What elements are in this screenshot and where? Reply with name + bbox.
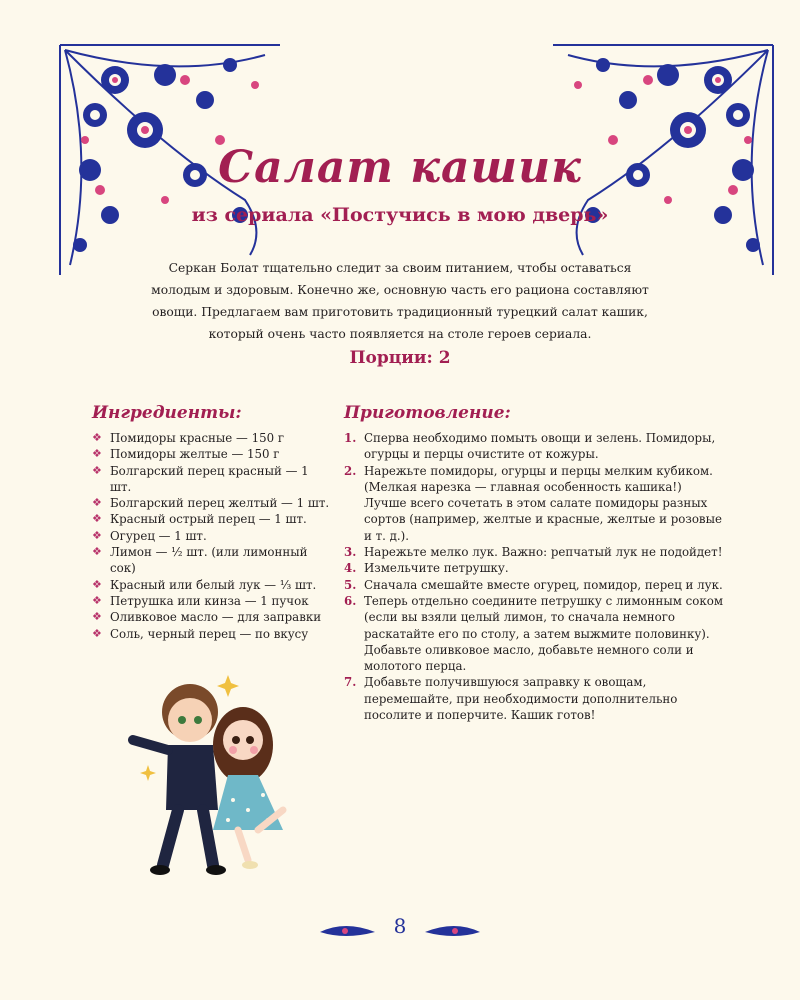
ingredient-item: ❖ Болгарский перец красный — 1 шт.: [92, 463, 309, 494]
diamond-bullet-icon: ❖: [92, 463, 102, 477]
step-number: 2.: [344, 463, 357, 478]
ingredient-item: ❖ Соль, черный перец — по вкусу: [92, 626, 309, 641]
diamond-bullet-icon: ❖: [92, 577, 102, 591]
ingredient-item: ❖ Петрушка или кинза — 1 пучок: [92, 593, 309, 608]
step-item: 7. Добавьте получившуюся заправку к овощам, перемешайте, при необходимости дополнительно посолите и поперчите. Кашик готов!: [344, 675, 678, 723]
preparation-steps: [344, 430, 724, 723]
diamond-bullet-icon: ❖: [92, 545, 102, 559]
step-item: 3. Нарежьте мелко лук. Важно: репчатый лук не подойдет!: [344, 545, 723, 560]
servings: Порции: 2: [349, 348, 451, 368]
step-number: 5.: [344, 577, 357, 592]
diamond-bullet-icon: ❖: [92, 626, 102, 640]
ingredient-item: ❖ Оливковое масло — для заправки: [92, 610, 322, 625]
ingredient-item: ❖ Красный или белый лук — ⅓ шт.: [92, 577, 317, 592]
preparation-heading: Приготовление:: [344, 403, 511, 423]
diamond-bullet-icon: ❖: [92, 528, 102, 542]
step-number: 1.: [344, 431, 357, 445]
step-item: 2. Нарежьте помидоры, огурцы и перцы мелким кубиком. (Мелкая нарезка — главная особенность кашика!) Лучше всего сочетать в этом салате помидоры разных сортов (например, желтые и красные, желтые и розовые и т. д.).: [344, 463, 722, 543]
ingredient-item: ❖ Огурец — 1 шт.: [92, 528, 207, 543]
ingredient-item: ❖ Лимон — ½ шт. (или лимонный сок): [92, 545, 308, 576]
step-item: 4. Измельчите петрушку.: [344, 561, 509, 576]
recipe-subtitle: из сериала «Постучись в мою дверь»: [191, 204, 609, 226]
ingredient-item: ❖ Красный острый перец — 1 шт.: [92, 512, 307, 527]
couple-illustration: [108, 660, 308, 890]
diamond-bullet-icon: ❖: [92, 447, 102, 461]
step-number: 4.: [344, 561, 357, 576]
step-item: 5. Сначала смешайте вместе огурец, помидор, перец и лук.: [344, 577, 723, 592]
ingredients-heading: Ингредиенты:: [92, 403, 242, 423]
diamond-bullet-icon: ❖: [92, 431, 102, 444]
diamond-bullet-icon: ❖: [92, 496, 102, 510]
step-number: 6.: [344, 593, 357, 608]
ingredients-list: [92, 430, 332, 642]
ingredient-item: ❖ Помидоры красные — 150 г: [92, 431, 285, 445]
step-number: 7.: [344, 675, 357, 690]
step-item: 6. Теперь отдельно соедините петрушку с лимонным соком (если вы взяли целый лимон, то сначала немного раскатайте его по столу, а затем выжмите половинку). Добавьте оливковое масло, добавьте немного соли и молотого перца.: [344, 593, 724, 674]
step-item: 1. Сперва необходимо помыть овощи и зелень. Помидоры, огурцы и перцы очистите от кожуры.: [344, 431, 716, 462]
ingredient-item: ❖ Помидоры желтые — 150 г: [92, 447, 280, 462]
page-number: 8: [393, 914, 407, 938]
diamond-bullet-icon: ❖: [92, 610, 102, 624]
ingredient-item: ❖ Болгарский перец желтый — 1 шт.: [92, 496, 330, 511]
recipe-intro: Серкан Болат тщательно следит за своим питанием, чтобы оставаться молодым и здоровым. Конечно же, основную часть его рациона составляют овощи. Предлагаем вам приготовить традиционный турецкий салат кашик, который очень часто появляется на столе героев сериала.: [151, 261, 649, 341]
diamond-bullet-icon: ❖: [92, 512, 102, 526]
recipe-title: Салат кашик: [218, 142, 582, 193]
diamond-bullet-icon: ❖: [92, 593, 102, 607]
step-number: 3.: [344, 545, 357, 560]
